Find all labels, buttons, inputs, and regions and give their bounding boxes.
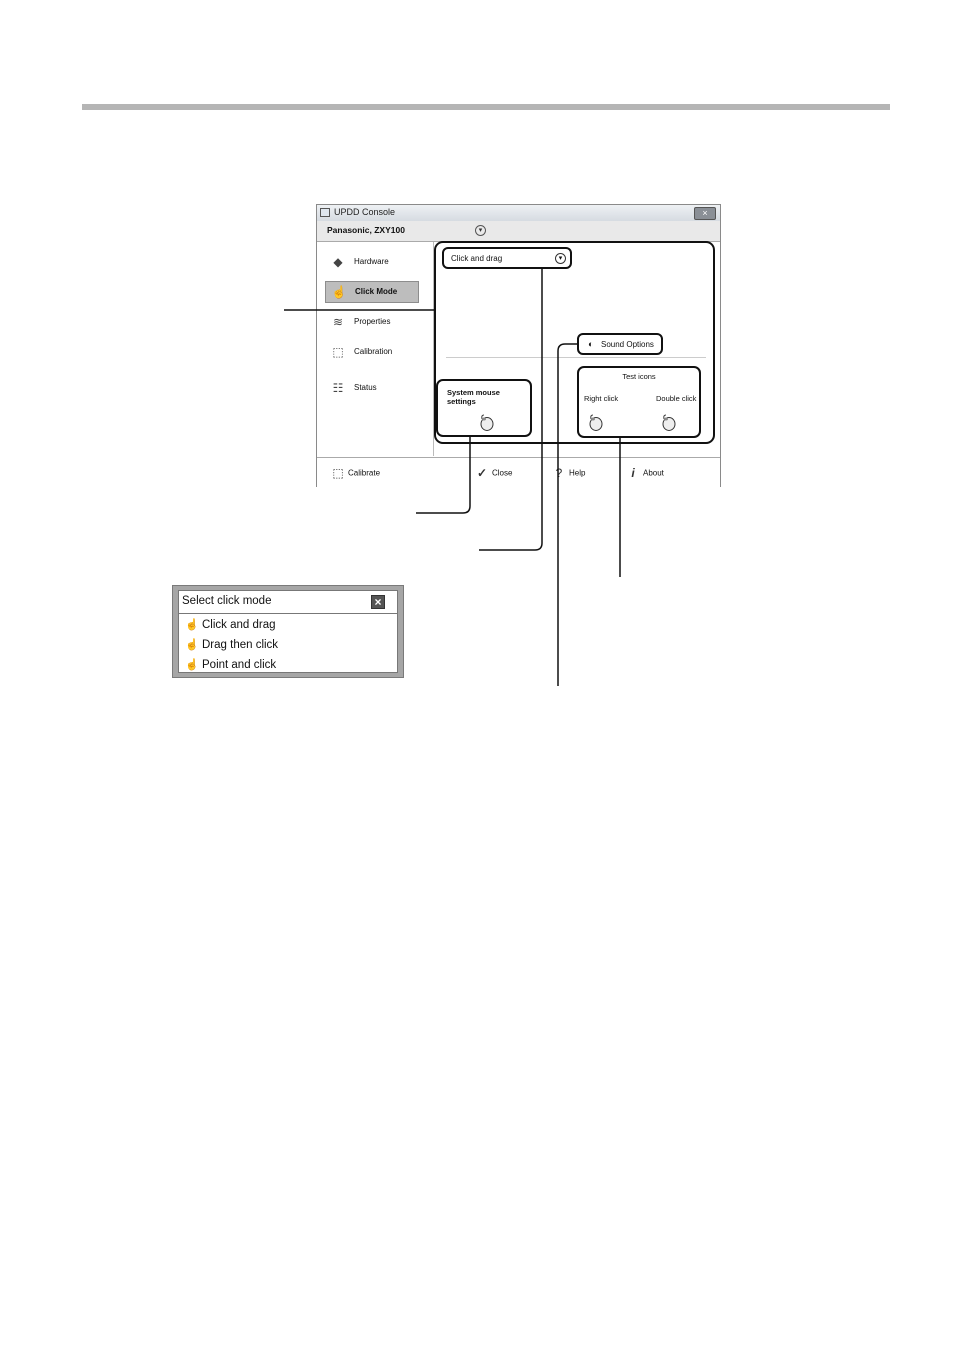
nav-item-hardware[interactable] xyxy=(325,252,419,274)
help-label: Help xyxy=(569,468,586,478)
hand-pointer-icon: ☝ xyxy=(185,639,199,651)
nav-item-label: Click Mode xyxy=(355,287,398,296)
info-icon: i xyxy=(631,466,635,480)
nav-item-click-mode[interactable] xyxy=(325,281,419,303)
test-icons-group xyxy=(577,366,701,438)
hand-pointer-icon: ☝ xyxy=(185,659,199,671)
option-label: Point and click xyxy=(202,659,277,671)
click-mode-select[interactable] xyxy=(442,247,572,269)
calibrate-button[interactable] xyxy=(331,466,380,480)
status-icon: ☷ xyxy=(332,381,344,395)
app-icon xyxy=(320,208,330,217)
window-title: UPDD Console xyxy=(334,207,396,217)
option-label: Click and drag xyxy=(202,619,276,631)
popup-close-icon[interactable]: × xyxy=(371,595,385,609)
calibrate-label: Calibrate xyxy=(348,468,381,478)
hand-pointer-icon: ☝ xyxy=(185,619,199,631)
sound-options-button[interactable] xyxy=(577,333,663,355)
calibration-icon: ⬚ xyxy=(332,466,344,480)
help-icon: ? xyxy=(555,466,563,480)
hardware-icon: ◆ xyxy=(333,255,343,269)
nav-item-properties[interactable] xyxy=(325,312,419,334)
system-mouse-settings[interactable] xyxy=(436,379,532,437)
nav-item-label: Status xyxy=(354,383,377,392)
close-button[interactable] xyxy=(475,466,512,480)
chevron-down-icon: ▾ xyxy=(555,253,566,264)
select-click-mode-popup xyxy=(172,585,404,678)
bottom-toolbar xyxy=(317,457,720,487)
popup-divider xyxy=(179,613,397,614)
nav-item-label: Calibration xyxy=(354,347,393,356)
right-click-label: Right click xyxy=(584,394,619,403)
help-button[interactable] xyxy=(552,466,585,480)
nav-item-label: Hardware xyxy=(354,257,389,266)
double-click-label: Double click xyxy=(656,394,697,403)
title-bar xyxy=(317,205,720,222)
right-click-mouse-icon[interactable] xyxy=(587,413,603,431)
check-icon: ✓ xyxy=(476,466,488,480)
click-mode-option[interactable] xyxy=(185,618,276,631)
top-rule xyxy=(82,104,890,110)
nav-item-label: Properties xyxy=(354,317,391,326)
click-mode-option[interactable] xyxy=(185,638,278,651)
test-icons-heading: Test icons xyxy=(622,372,656,381)
layers-icon: ≋ xyxy=(332,315,344,329)
about-label: About xyxy=(643,468,664,478)
about-button[interactable] xyxy=(626,466,664,480)
double-click-mouse-icon[interactable] xyxy=(660,413,676,431)
system-mouse-label: System mouse settings xyxy=(447,388,500,406)
close-label: Close xyxy=(492,468,513,478)
popup-title: Select click mode xyxy=(182,595,272,607)
nav-item-status[interactable] xyxy=(325,378,419,400)
sound-options-label: Sound Options xyxy=(601,340,654,349)
click-mode-option[interactable] xyxy=(185,658,276,671)
device-dropdown-icon[interactable]: ▾ xyxy=(475,225,486,236)
calibration-icon: ⬚ xyxy=(332,345,344,359)
option-label: Drag then click xyxy=(202,639,279,651)
device-bar xyxy=(317,221,720,242)
click-mode-value: Click and drag xyxy=(451,254,503,263)
mouse-icon xyxy=(478,413,494,431)
hand-pointer-icon: ☝ xyxy=(331,285,347,299)
speaker-icon: ◐ xyxy=(588,339,594,349)
device-name: Panasonic, ZXY100 xyxy=(327,225,405,235)
left-nav xyxy=(317,242,434,456)
popup-body xyxy=(178,590,398,673)
nav-item-calibration[interactable] xyxy=(325,342,419,364)
window-close-button[interactable]: × xyxy=(694,207,716,220)
